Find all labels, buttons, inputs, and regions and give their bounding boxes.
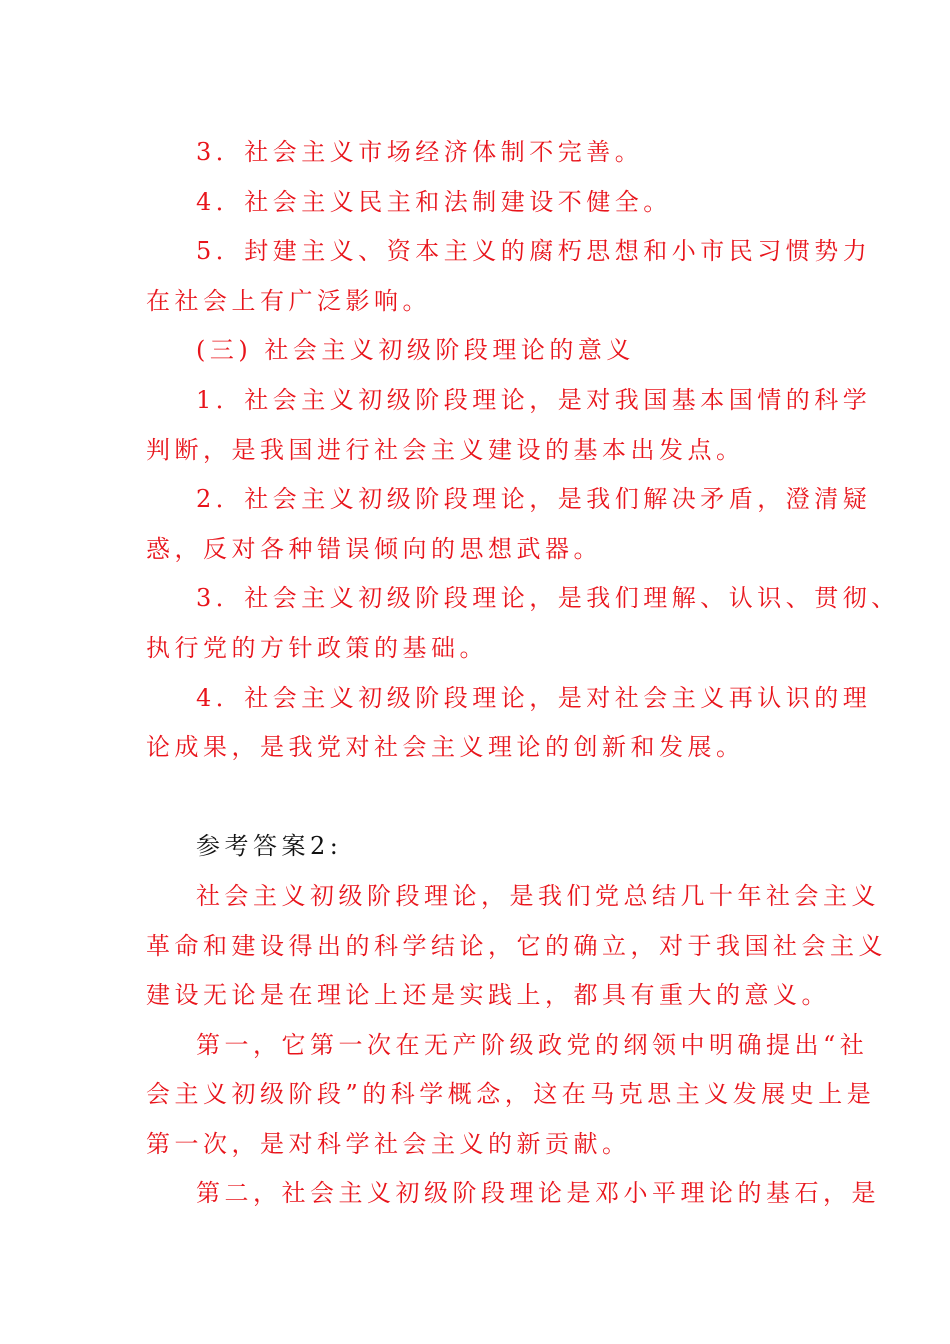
- text-line: 2．社会主义初级阶段理论，是我们解决矛盾，澄清疑: [196, 485, 872, 514]
- document-body: [146, 128, 900, 1219]
- text-line: 3．社会主义市场经济体制不完善。: [196, 138, 644, 166]
- text-line: 论成果，是我党对社会主义理论的创新和发展。: [146, 733, 745, 762]
- text-line: 社会主义初级阶段理论，是我们党总结几十年社会主义: [196, 881, 880, 910]
- text-line: 5．封建主义、资本主义的腐朽思想和小市民习惯势力: [196, 237, 872, 266]
- text-line: 第一，它第一次在无产阶级政党的纲领中明确提出“社: [196, 1030, 869, 1059]
- text-line: 惑，反对各种错误倾向的思想武器。: [146, 534, 602, 563]
- text-line: 执行党的方针政策的基础。: [146, 633, 488, 662]
- text-line: 3．社会主义初级阶段理论，是我们理解、认识、贯彻、: [196, 584, 900, 613]
- text-line: 会主义初级阶段”的科学概念，这在马克思主义发展史上是: [146, 1080, 876, 1109]
- text-line: 4．社会主义初级阶段理论，是对社会主义再认识的理: [196, 683, 872, 712]
- text-line: 1．社会主义初级阶段理论，是对我国基本国情的科学: [196, 385, 872, 414]
- text-line: 在社会上有广泛影响。: [146, 286, 431, 315]
- text-line: 革命和建设得出的科学结论，它的确立，对于我国社会主义: [146, 931, 887, 960]
- text-line: 第二，社会主义初级阶段理论是邓小平理论的基石，是: [196, 1179, 880, 1208]
- paragraph-gap: [146, 773, 816, 823]
- answer-heading: 参考答案2:: [196, 832, 343, 861]
- text-line: 判断，是我国进行社会主义建设的基本出发点。: [146, 435, 745, 464]
- text-line: 第一次，是对科学社会主义的新贡献。: [146, 1129, 631, 1158]
- text-line: 4．社会主义民主和法制建设不健全。: [196, 187, 672, 216]
- text-line: 建设无论是在理论上还是实践上，都具有重大的意义。: [146, 981, 830, 1010]
- section-heading: (三) 社会主义初级阶段理论的意义: [196, 336, 635, 365]
